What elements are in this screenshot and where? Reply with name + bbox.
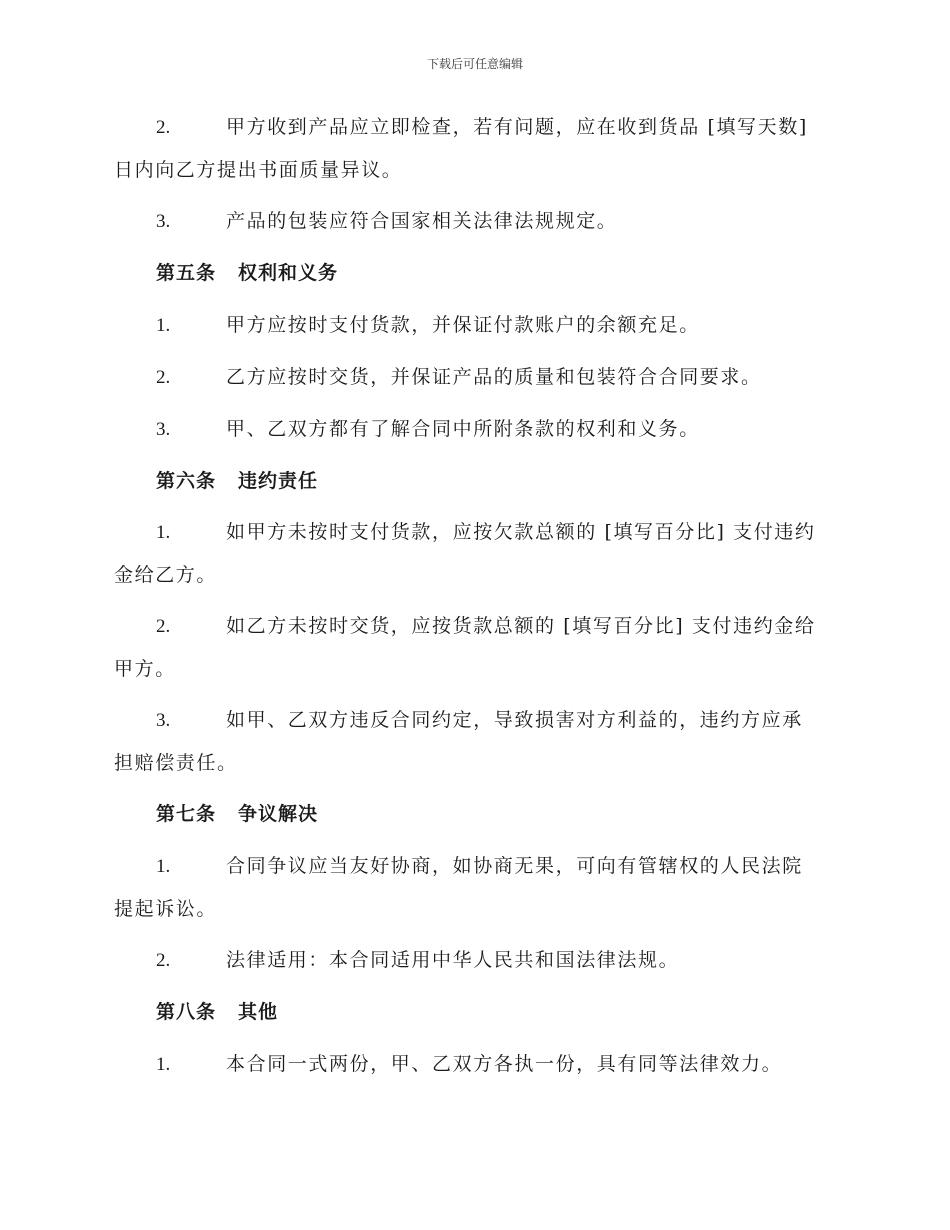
clause-item [114,511,834,596]
page-header: 下载后可任意编辑 [426,57,523,71]
clause-number: 1. [156,856,171,877]
section-title: 违约责任 [238,470,319,492]
clause-item [114,1043,834,1086]
clause-text: 如甲、乙双方违反合同约定，导致损害对方利益的，违约方应承 [226,709,803,731]
clause-text: 如甲方未按时支付货款，应按欠款总额的 [填写百分比] 支付违约 [226,521,816,543]
clause-item [114,304,834,347]
clause-number: 1. [156,315,171,336]
clause-text-continued: 金给乙方。 [114,564,218,586]
clause-text: 本合同一式两份，甲、乙双方各执一份，具有同等法律效力。 [226,1053,783,1075]
clause-text-continued: 甲方。 [114,658,176,680]
clause-item [114,699,834,784]
section-heading [156,793,318,835]
clause-item [114,408,834,451]
section-heading [156,460,318,502]
clause-number: 2. [156,117,171,138]
section-label: 第七条 [156,803,217,825]
section-heading [156,991,278,1033]
section-heading [156,252,338,294]
clause-text: 合同争议应当友好协商，如协商无果，可向有管辖权的人民法院 [226,855,803,877]
clause-text: 甲方应按时支付货款，并保证付款账户的余额充足。 [226,314,700,336]
section-label: 第五条 [156,262,217,284]
clause-number: 3. [156,710,171,731]
clause-number: 3. [156,211,171,232]
clause-text-continued: 日内向乙方提出书面质量异议。 [114,159,403,181]
section-title: 争议解决 [238,803,319,825]
clause-number: 3. [156,419,171,440]
clause-text: 如乙方未按时交货，应按货款总额的 [填写百分比] 支付违约金给 [226,615,816,637]
clause-item [114,356,834,399]
clause-number: 2. [156,950,171,971]
clause-text-continued: 提起诉讼。 [114,898,218,920]
section-title: 权利和义务 [238,262,339,284]
clause-number: 2. [156,367,171,388]
clause-text: 甲方收到产品应立即检查，若有问题，应在收到货品 [填写天数] [226,116,808,138]
clause-text: 法律适用：本合同适用中华人民共和国法律法规。 [226,949,680,971]
clause-item [114,939,834,982]
section-label: 第六条 [156,470,217,492]
clause-item [114,845,834,930]
clause-item [114,605,834,690]
clause-item [114,200,834,243]
clause-text-continued: 担赔偿责任。 [114,752,238,774]
section-label: 第八条 [156,1001,217,1023]
clause-number: 1. [156,1054,171,1075]
clause-text: 甲、乙双方都有了解合同中所附条款的权利和义务。 [226,418,700,440]
section-title: 其他 [238,1001,279,1023]
clause-number: 1. [156,522,171,543]
clause-item [114,106,834,191]
clause-text: 乙方应按时交货，并保证产品的质量和包装符合合同要求。 [226,366,762,388]
clause-number: 2. [156,616,171,637]
clause-text: 产品的包装应符合国家相关法律法规规定。 [226,210,618,232]
